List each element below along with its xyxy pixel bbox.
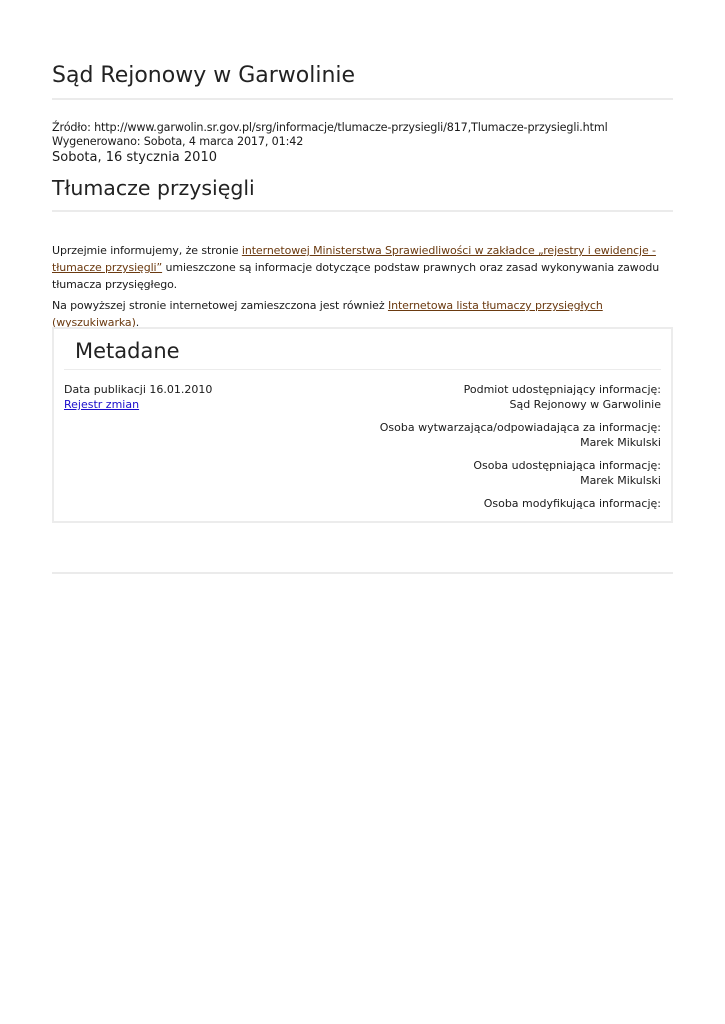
provider-value: Sąd Rejonowy w Garwolinie: [509, 398, 661, 411]
header-divider: [52, 98, 673, 100]
publisher-label: Osoba udostępniająca informację:: [473, 459, 661, 472]
publisher-value: Marek Mikulski: [580, 474, 661, 487]
site-title: Sąd Rejonowy w Garwolinie: [52, 63, 356, 88]
author-group: [380, 420, 661, 450]
author-value: Marek Mikulski: [580, 436, 661, 449]
modifier-group: [380, 496, 661, 511]
translators-list-link[interactable]: Internetowa lista tłumaczy przysięgłych (wyszukiwarka): [52, 299, 603, 329]
provider-group: [380, 382, 661, 412]
title-divider: [52, 210, 673, 212]
modifier-label: Osoba modyfikująca informację:: [483, 497, 661, 510]
author-label: Osoba wytwarzająca/odpowiadająca za informację:: [379, 421, 661, 434]
paragraph-1-text-start: Uprzejmie informujemy, że stronie: [52, 244, 242, 257]
paragraph-2: [52, 297, 677, 331]
publisher-group: [380, 458, 661, 488]
provider-label: Podmiot udostępniający informację:: [463, 383, 661, 396]
source-line: Źródło: http://www.garwolin.sr.gov.pl/srg/informacje/tlumacze-przysiegli/817,Tlumacze-przysiegli.html: [52, 121, 608, 134]
paragraph-1-text-end: umieszczone są informacje dotyczące podstaw prawnych oraz zasad wykonywania zawodu tłumacza przysięgłego.: [52, 261, 660, 291]
footer-divider: [52, 572, 673, 574]
changes-register-link[interactable]: Rejestr zmian: [64, 398, 140, 411]
article-date: Sobota, 16 stycznia 2010: [52, 150, 217, 165]
metadata-right-column: [380, 382, 661, 519]
ministry-website-link[interactable]: internetowej Ministerstwa Sprawiedliwości w zakładce „rejestry i ewidencje - tłumacze przysięgli”: [52, 244, 656, 274]
generated-line: Wygenerowano: Sobota, 4 marca 2017, 01:42: [52, 135, 304, 148]
article-title: Tłumacze przysięgli: [52, 176, 255, 200]
paragraph-2-text-start: Na powyższej stronie internetowej zamieszczona jest również: [52, 299, 388, 312]
publication-date: Data publikacji 16.01.2010: [64, 383, 213, 396]
metadata-heading: Metadane: [75, 339, 180, 363]
metadata-left-column: [64, 382, 212, 412]
metadata-divider: [64, 369, 661, 370]
paragraph-2-text-end: .: [135, 316, 140, 329]
metadata-box: [52, 327, 673, 523]
paragraph-1: [52, 242, 677, 293]
